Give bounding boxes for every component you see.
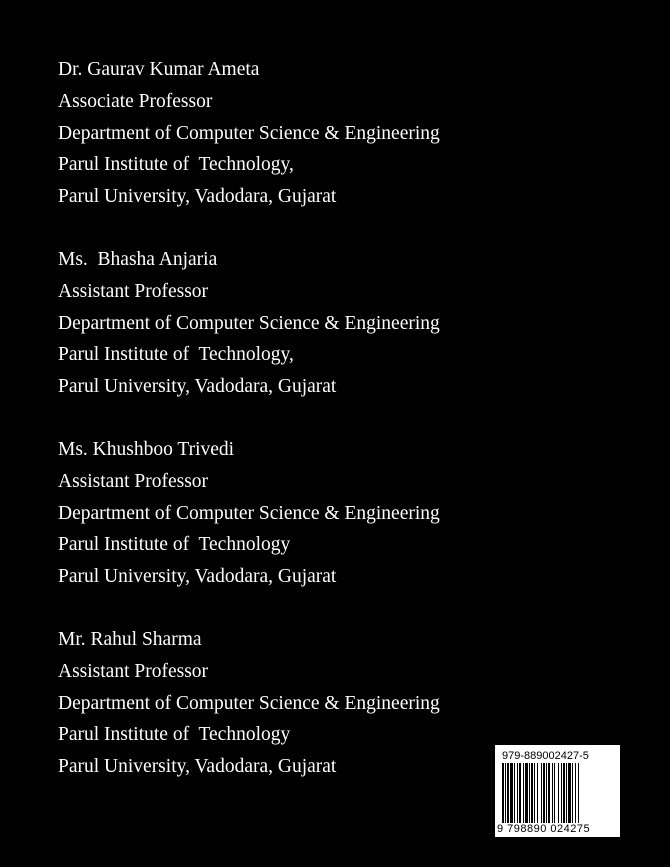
author-department: Department of Computer Science & Engineering (58, 692, 440, 714)
author-name: Ms. Khushboo Trivedi (58, 438, 235, 460)
author-entry-2 (58, 244, 478, 403)
author-department: Department of Computer Science & Engineering (58, 312, 440, 334)
isbn-number: 979-889002427-5 (502, 750, 589, 762)
author-name: Ms. Bhasha Anjaria (58, 248, 218, 270)
barcode-digits: 9 798890 024275 (497, 823, 591, 835)
author-university: Parul University, Vadodara, Gujarat (58, 186, 337, 208)
author-entry-4 (58, 624, 478, 783)
barcode-bars-icon (501, 763, 615, 823)
author-designation: Assistant Professor (58, 280, 209, 302)
author-list (58, 54, 478, 814)
author-name: Dr. Gaurav Kumar Ameta (58, 59, 260, 80)
author-institute: Parul Institute of Technology (58, 534, 291, 556)
author-university: Parul University, Vadodara, Gujarat (58, 376, 337, 398)
author-department: Department of Computer Science & Engineering (58, 122, 440, 144)
author-designation: Assistant Professor (58, 470, 209, 492)
author-institute: Parul Institute of Technology, (58, 344, 294, 366)
author-entry-3 (58, 434, 478, 593)
author-institute: Parul Institute of Technology (58, 724, 291, 746)
author-university: Parul University, Vadodara, Gujarat (58, 566, 337, 588)
author-department: Department of Computer Science & Engineering (58, 502, 440, 524)
author-designation: Assistant Professor (58, 660, 209, 682)
author-university: Parul University, Vadodara, Gujarat (58, 756, 337, 778)
author-designation: Associate Professor (58, 90, 213, 112)
author-institute: Parul Institute of Technology, (58, 154, 294, 176)
author-entry-1 (58, 54, 478, 213)
isbn-barcode (494, 744, 621, 838)
author-name: Mr. Rahul Sharma (58, 628, 202, 650)
